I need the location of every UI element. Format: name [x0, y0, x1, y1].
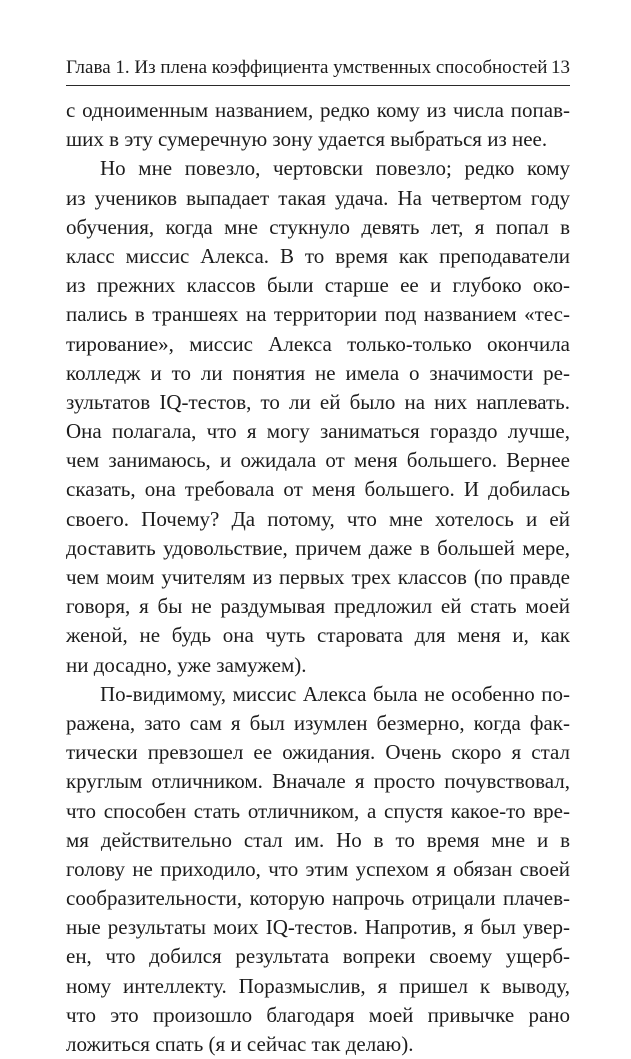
text-line: ни досадно, уже замужем).: [66, 652, 307, 677]
body-text: [66, 96, 570, 1059]
text-line: ному интеллекту. Поразмыслив, я пришел к выводу,: [66, 973, 570, 998]
text-line: из прежних классов были старше ее и глубоко око-: [66, 273, 570, 298]
text-line: чем занимаюсь, и ожидала от меня большего. Вернее: [66, 448, 570, 473]
text-line: сообразительности, которую напрочь отрицали плачев-: [66, 886, 570, 911]
text-line: что способен стать отличником, а спустя какое-то вре-: [66, 798, 570, 823]
text-line: колледж и то ли понятия не имела о значимости ре-: [66, 360, 570, 385]
text-line: что это произошло благодаря моей привычке рано: [66, 1002, 570, 1027]
text-line: женой, не будь она чуть староватa для меня и, как: [66, 623, 570, 648]
page-number: 13: [551, 57, 570, 78]
text-line: класс миссис Алекса. В то время как преподаватели: [66, 243, 570, 268]
text-line: зультатов IQ-тестов, то ли ей было на них наплевать.: [66, 389, 570, 414]
text-line: Но мне повезло, чертовски повезло; редко кому: [100, 156, 570, 181]
text-line: По-видимому, миссис Алекса была не особенно по-: [100, 681, 570, 706]
text-line: своего. Почему? Да потому, что мне хотелось и ей: [66, 506, 570, 531]
text-line: чем моим учителям из первых трех классов (по правде: [66, 565, 570, 589]
header-rule: [66, 85, 570, 86]
text-line: ложиться спать (я и сейчас так делаю).: [66, 1032, 414, 1056]
text-line: обучения, когда мне стукнуло девять лет, я попал в: [66, 214, 570, 239]
text-line: ные результаты моих IQ-тестов. Напротив, я был увер-: [66, 915, 570, 940]
text-line: Она полагала, что я могу заниматься гораздо лучше,: [66, 419, 570, 444]
text-line: говоря, я бы не раздумывая предложил ей стать моей: [66, 594, 570, 619]
running-header: [66, 56, 570, 80]
text-line: круглым отличником. Вначале я просто почувствовал,: [66, 769, 570, 794]
text-line: ших в эту сумеречную зону удается выбраться из нее.: [66, 127, 548, 152]
text-line: мя действительно стал им. Но в то время мне и в: [66, 827, 570, 852]
text-line: ен, что добился результата вопреки своему ущерб-: [66, 944, 570, 969]
text-line: из учеников выпадает такая удача. На четвертом году: [66, 185, 570, 210]
text-line: ражена, зато сам я был изумлен безмерно, когда фак-: [66, 710, 570, 735]
text-line: голову не приходило, что этим успехом я обязан своей: [66, 856, 570, 881]
text-line: доставить удовольствие, причем даже в большей мере,: [66, 535, 570, 560]
chapter-title: Глава 1. Из плена коэффициента умственных способностей: [66, 57, 548, 78]
text-line: с одноименным названием, редко кому из числа попав-: [66, 98, 570, 122]
text-line: сказать, она требовала от меня большего. И добилась: [66, 477, 570, 502]
text-line: пались в траншеях на территории под названием «тес-: [66, 302, 570, 327]
text-line: тирование», миссис Алекса только-только окончила: [66, 331, 570, 356]
text-line: тически превзошел ее ожидания. Очень скоро я стал: [66, 740, 570, 765]
